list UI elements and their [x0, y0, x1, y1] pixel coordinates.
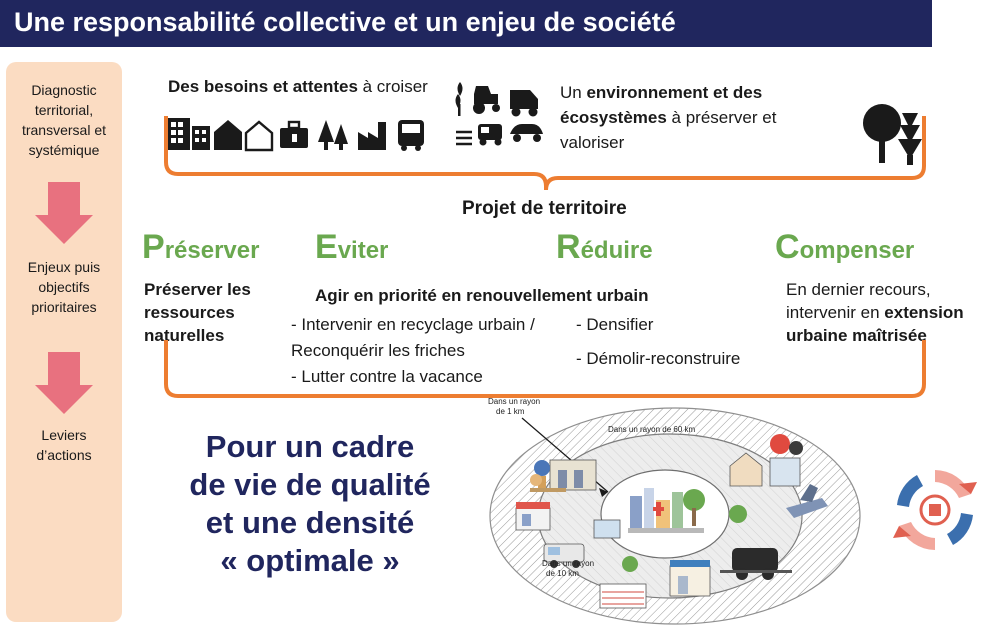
needs-label: [168, 77, 428, 97]
list-item: - Densifier: [576, 315, 654, 334]
heading-preserver: [142, 228, 259, 267]
needs-label-suffix: à croiser: [357, 77, 428, 96]
heading-compenser: [775, 228, 914, 267]
page-title: Une responsabilité collective et un enjeu de société: [14, 7, 676, 37]
heading-eviter: [315, 228, 388, 267]
needs-label-bold: Des besoins et attentes: [168, 77, 358, 96]
arrow-down-icon-2: [35, 352, 93, 414]
slogan-line-2: de vie de qualité: [189, 467, 431, 502]
list-item: - Lutter contre la vacance: [291, 367, 483, 386]
heading-compenser-cap: C: [775, 228, 800, 266]
slogan-line-3: et une densité: [205, 505, 415, 540]
heading-reduire-cap: R: [556, 228, 581, 266]
list-item: - Démolir-reconstruire: [576, 349, 741, 368]
sidebar-item-diagnostic: Diagnostic territorial, transversal et systémique: [21, 82, 107, 158]
body-compenser-prefix: En dernier recours, intervenir en: [786, 280, 931, 322]
recycling-cycle-icon: [885, 460, 985, 560]
arrow-down-icon-1: [35, 182, 93, 244]
svg-text:Dans un rayon: Dans un rayon: [542, 559, 595, 568]
sidebar-item-leviers: Leviers d’actions: [36, 427, 92, 463]
heading-compenser-rest: ompenser: [799, 237, 915, 264]
top-bracket: [160, 110, 930, 195]
body-preserver: Préserver les ressources naturelles: [144, 280, 251, 345]
list-item: - Intervenir en recyclage urbain / Reconquérir les friches: [291, 315, 535, 360]
body-eviter-title: Agir en priorité en renouvellement urbain: [315, 286, 649, 305]
heading-reduire-rest: éduire: [580, 237, 653, 264]
heading-preserver-cap: P: [142, 228, 165, 266]
heading-eviter-cap: E: [315, 228, 338, 266]
heading-eviter-rest: viter: [337, 237, 389, 264]
slogan-line-4: « optimale »: [220, 543, 400, 578]
svg-text:Dans un rayon de 60 km: Dans un rayon de 60 km: [608, 425, 696, 434]
environment-prefix: Un: [560, 83, 587, 102]
heading-reduire: [556, 228, 653, 267]
svg-text:de 1 km: de 1 km: [496, 407, 525, 416]
environment-bold: environnement et des écosystèmes: [560, 83, 763, 127]
svg-text:de 10 km: de 10 km: [546, 569, 579, 578]
body-compenser: [786, 278, 986, 347]
svg-text:Dans un rayon: Dans un rayon: [488, 397, 541, 406]
bottom-bracket: [160, 340, 930, 402]
body-compenser-bold: extension urbaine maîtrisée: [786, 303, 964, 345]
sidebar-item-enjeux: Enjeux puis objectifs prioritaires: [27, 259, 101, 315]
slogan: [155, 428, 465, 580]
project-territory-label: Projet de territoire: [462, 198, 627, 219]
environment-suffix: à préserver et valoriser: [560, 108, 777, 152]
heading-preserver-rest: réserver: [164, 237, 260, 264]
slogan-line-1: Pour un cadre: [205, 429, 415, 464]
city-radius-diagram: [480, 396, 880, 631]
